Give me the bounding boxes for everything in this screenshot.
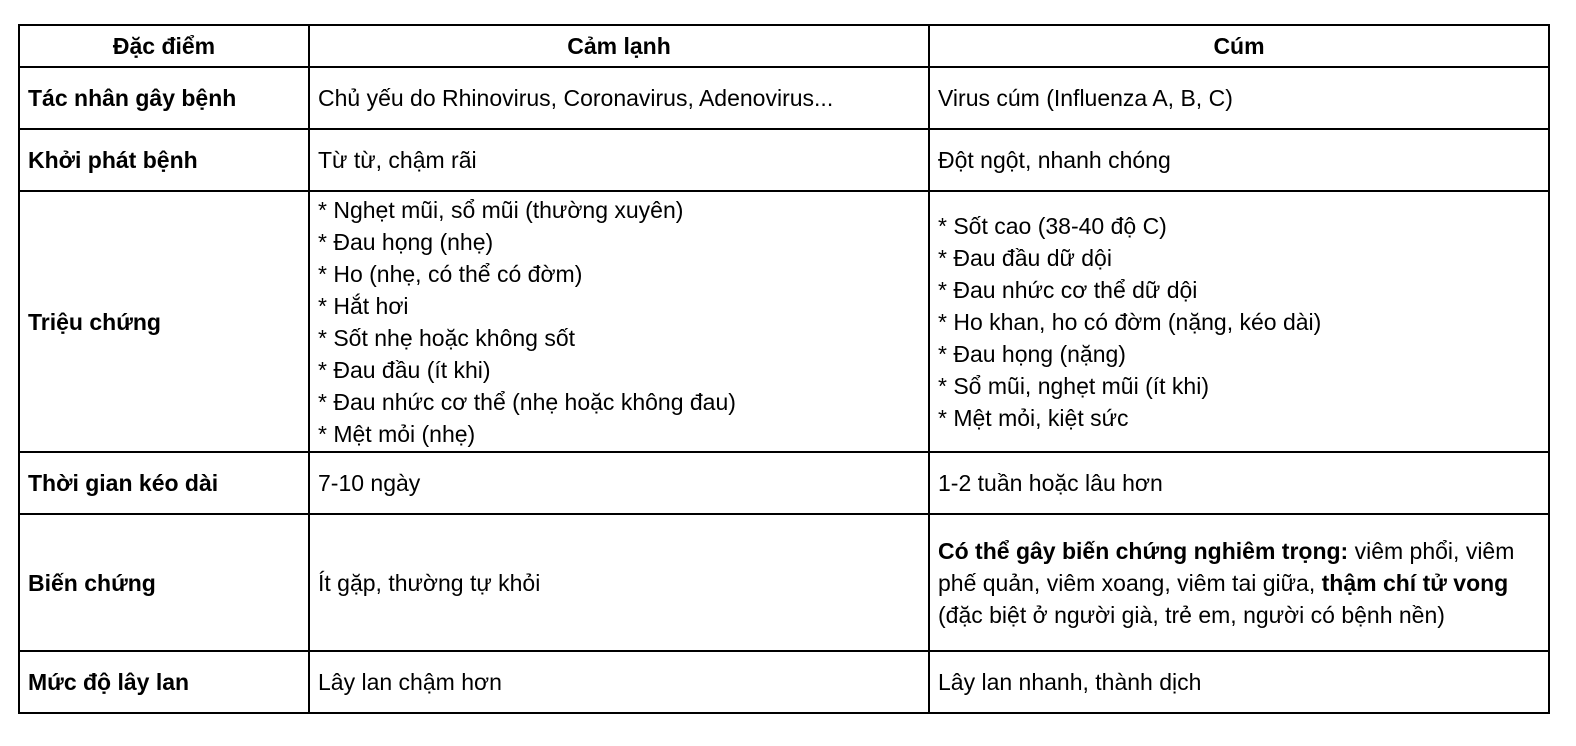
flu-complications-text-1: viêm phổi, viêm phế quản, viêm xoang, viêm tai giữa, (938, 537, 1515, 596)
flu-symptoms (929, 191, 1549, 452)
table-row-duration (19, 452, 1549, 514)
cold-symptom-item: * Nghẹt mũi, sổ mũi (thường xuyên) (318, 196, 684, 223)
row-label-duration: Thời gian kéo dài (19, 452, 309, 514)
flu-complications-bold-1: Có thể gây biến chứng nghiêm trọng: (938, 537, 1349, 564)
cold-complications: Ít gặp, thường tự khỏi (309, 514, 929, 651)
row-label-onset: Khởi phát bệnh (19, 129, 309, 191)
cold-onset: Từ từ, chậm rãi (309, 129, 929, 191)
row-label-spread: Mức độ lây lan (19, 651, 309, 713)
header-feature: Đặc điểm (19, 25, 309, 67)
comparison-table (18, 24, 1550, 714)
flu-complications-text-2: (đặc biệt ở người già, trẻ em, người có bệnh nền) (938, 601, 1445, 628)
cold-spread: Lây lan chậm hơn (309, 651, 929, 713)
table-row-onset (19, 129, 1549, 191)
flu-symptom-item: * Đau họng (nặng) (938, 340, 1126, 367)
header-flu: Cúm (929, 25, 1549, 67)
row-label-symptoms: Triệu chứng (19, 191, 309, 452)
cold-symptom-item: * Đau đầu (ít khi) (318, 356, 491, 383)
cold-symptom-item: * Đau họng (nhẹ) (318, 228, 494, 255)
header-row (19, 25, 1549, 67)
flu-symptom-item: * Ho khan, ho có đờm (nặng, kéo dài) (938, 308, 1322, 335)
table-row-spread (19, 651, 1549, 713)
flu-symptom-item: * Sổ mũi, nghẹt mũi (ít khi) (938, 372, 1209, 399)
flu-complications (929, 514, 1549, 651)
cold-symptoms (309, 191, 929, 452)
cold-symptom-item: * Đau nhức cơ thể (nhẹ hoặc không đau) (318, 388, 736, 415)
table-row-complications (19, 514, 1549, 651)
flu-onset: Đột ngột, nhanh chóng (929, 129, 1549, 191)
table-row-symptoms (19, 191, 1549, 452)
flu-duration: 1-2 tuần hoặc lâu hơn (929, 452, 1549, 514)
flu-agent: Virus cúm (Influenza A, B, C) (929, 67, 1549, 129)
cold-agent: Chủ yếu do Rhinovirus, Coronavirus, Adenovirus... (309, 67, 929, 129)
flu-symptom-item: * Đau đầu dữ dội (938, 244, 1112, 271)
flu-symptom-item: * Đau nhức cơ thể dữ dội (938, 276, 1198, 303)
header-cold: Cảm lạnh (309, 25, 929, 67)
cold-symptom-item: * Hắt hơi (318, 292, 409, 319)
table-row-agent (19, 67, 1549, 129)
row-label-agent: Tác nhân gây bệnh (19, 67, 309, 129)
flu-symptom-item: * Sốt cao (38-40 độ C) (938, 212, 1167, 239)
cold-symptom-item: * Sốt nhẹ hoặc không sốt (318, 324, 576, 351)
cold-symptom-item: * Ho (nhẹ, có thể có đờm) (318, 260, 583, 287)
cold-duration: 7-10 ngày (309, 452, 929, 514)
row-label-complications: Biến chứng (19, 514, 309, 651)
flu-complications-bold-2: thậm chí tử vong (1321, 569, 1509, 596)
flu-symptom-item: * Mệt mỏi, kiệt sức (938, 404, 1129, 431)
cold-symptom-item: * Mệt mỏi (nhẹ) (318, 420, 476, 447)
flu-spread: Lây lan nhanh, thành dịch (929, 651, 1549, 713)
